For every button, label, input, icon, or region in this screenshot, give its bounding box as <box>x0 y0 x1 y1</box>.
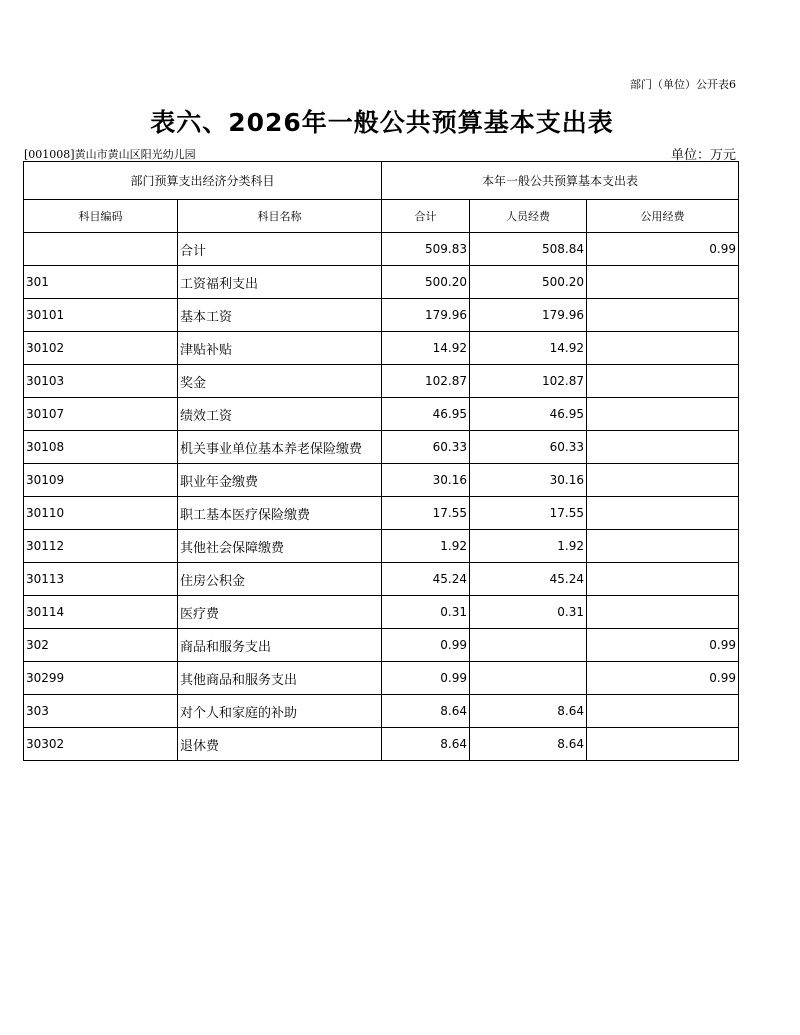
cell-code: 30112 <box>24 530 178 563</box>
cell-personnel <box>470 662 587 695</box>
table-row <box>24 563 739 596</box>
cell-total: 500.20 <box>382 266 470 299</box>
cell-total: 1.92 <box>382 530 470 563</box>
cell-name: 其他社会保障缴费 <box>178 530 382 563</box>
page-title: 表六、2026年一般公共预算基本支出表 <box>150 108 614 137</box>
cell-name: 工资福利支出 <box>178 266 382 299</box>
cell-public <box>587 695 739 728</box>
cell-name: 基本工资 <box>178 299 382 332</box>
organization-name: [001008]黄山市黄山区阳光幼儿园 <box>24 148 196 161</box>
cell-public <box>587 563 739 596</box>
cell-personnel <box>470 629 587 662</box>
cell-total: 0.99 <box>382 662 470 695</box>
cell-name: 奖金 <box>178 365 382 398</box>
table-row <box>24 695 739 728</box>
cell-public: 0.99 <box>587 233 739 266</box>
cell-name: 津贴补贴 <box>178 332 382 365</box>
cell-public <box>587 728 739 761</box>
cell-code: 30110 <box>24 497 178 530</box>
cell-personnel: 0.31 <box>470 596 587 629</box>
header-classification: 部门预算支出经济分类科目 <box>24 162 382 200</box>
cell-name: 对个人和家庭的补助 <box>178 695 382 728</box>
cell-name: 其他商品和服务支出 <box>178 662 382 695</box>
table-row <box>24 497 739 530</box>
cell-personnel: 1.92 <box>470 530 587 563</box>
cell-public <box>587 332 739 365</box>
table-row <box>24 365 739 398</box>
cell-personnel: 508.84 <box>470 233 587 266</box>
cell-personnel: 8.64 <box>470 728 587 761</box>
cell-code: 30113 <box>24 563 178 596</box>
cell-public <box>587 398 739 431</box>
cell-public <box>587 266 739 299</box>
column-header-row <box>24 200 739 233</box>
cell-code: 30299 <box>24 662 178 695</box>
cell-personnel: 45.24 <box>470 563 587 596</box>
form-number: 部门（单位）公开表6 <box>630 78 736 91</box>
column-header-public: 公用经费 <box>587 200 739 233</box>
cell-name: 合计 <box>178 233 382 266</box>
cell-name: 住房公积金 <box>178 563 382 596</box>
budget-table <box>23 161 739 761</box>
cell-public <box>587 299 739 332</box>
cell-personnel: 30.16 <box>470 464 587 497</box>
cell-total: 179.96 <box>382 299 470 332</box>
cell-code: 30114 <box>24 596 178 629</box>
cell-public <box>587 464 739 497</box>
cell-code: 30109 <box>24 464 178 497</box>
cell-total: 0.99 <box>382 629 470 662</box>
cell-total: 46.95 <box>382 398 470 431</box>
cell-total: 8.64 <box>382 728 470 761</box>
group-header-row <box>24 162 739 200</box>
cell-code: 30108 <box>24 431 178 464</box>
column-header-personnel: 人员经费 <box>470 200 587 233</box>
cell-total: 30.16 <box>382 464 470 497</box>
cell-code: 302 <box>24 629 178 662</box>
cell-personnel: 8.64 <box>470 695 587 728</box>
cell-personnel: 46.95 <box>470 398 587 431</box>
cell-total: 45.24 <box>382 563 470 596</box>
cell-personnel: 500.20 <box>470 266 587 299</box>
cell-code: 30101 <box>24 299 178 332</box>
cell-total: 509.83 <box>382 233 470 266</box>
cell-public: 0.99 <box>587 662 739 695</box>
table-row <box>24 464 739 497</box>
cell-public <box>587 431 739 464</box>
header-budget: 本年一般公共预算基本支出表 <box>382 162 739 200</box>
cell-public <box>587 596 739 629</box>
cell-name: 医疗费 <box>178 596 382 629</box>
table-row <box>24 629 739 662</box>
cell-public: 0.99 <box>587 629 739 662</box>
table-row <box>24 662 739 695</box>
cell-name: 商品和服务支出 <box>178 629 382 662</box>
table-row <box>24 728 739 761</box>
cell-personnel: 102.87 <box>470 365 587 398</box>
column-header-name: 科目名称 <box>178 200 382 233</box>
cell-code <box>24 233 178 266</box>
cell-total: 17.55 <box>382 497 470 530</box>
table-row <box>24 233 739 266</box>
table-body <box>24 233 739 761</box>
cell-personnel: 14.92 <box>470 332 587 365</box>
cell-code: 30302 <box>24 728 178 761</box>
cell-name: 机关事业单位基本养老保险缴费 <box>178 431 382 464</box>
cell-personnel: 17.55 <box>470 497 587 530</box>
table-row <box>24 596 739 629</box>
cell-total: 14.92 <box>382 332 470 365</box>
cell-public <box>587 530 739 563</box>
cell-personnel: 179.96 <box>470 299 587 332</box>
cell-name: 退休费 <box>178 728 382 761</box>
cell-code: 30103 <box>24 365 178 398</box>
cell-name: 职业年金缴费 <box>178 464 382 497</box>
cell-name: 绩效工资 <box>178 398 382 431</box>
table-row <box>24 266 739 299</box>
cell-personnel: 60.33 <box>470 431 587 464</box>
cell-code: 303 <box>24 695 178 728</box>
cell-total: 8.64 <box>382 695 470 728</box>
table-row <box>24 299 739 332</box>
cell-name: 职工基本医疗保险缴费 <box>178 497 382 530</box>
cell-code: 301 <box>24 266 178 299</box>
table-row <box>24 332 739 365</box>
cell-code: 30102 <box>24 332 178 365</box>
table-row <box>24 431 739 464</box>
cell-total: 60.33 <box>382 431 470 464</box>
table-row <box>24 530 739 563</box>
cell-public <box>587 365 739 398</box>
column-header-total: 合计 <box>382 200 470 233</box>
column-header-code: 科目编码 <box>24 200 178 233</box>
cell-code: 30107 <box>24 398 178 431</box>
cell-public <box>587 497 739 530</box>
cell-total: 0.31 <box>382 596 470 629</box>
table-row <box>24 398 739 431</box>
unit-label: 单位：万元 <box>670 148 736 163</box>
cell-total: 102.87 <box>382 365 470 398</box>
